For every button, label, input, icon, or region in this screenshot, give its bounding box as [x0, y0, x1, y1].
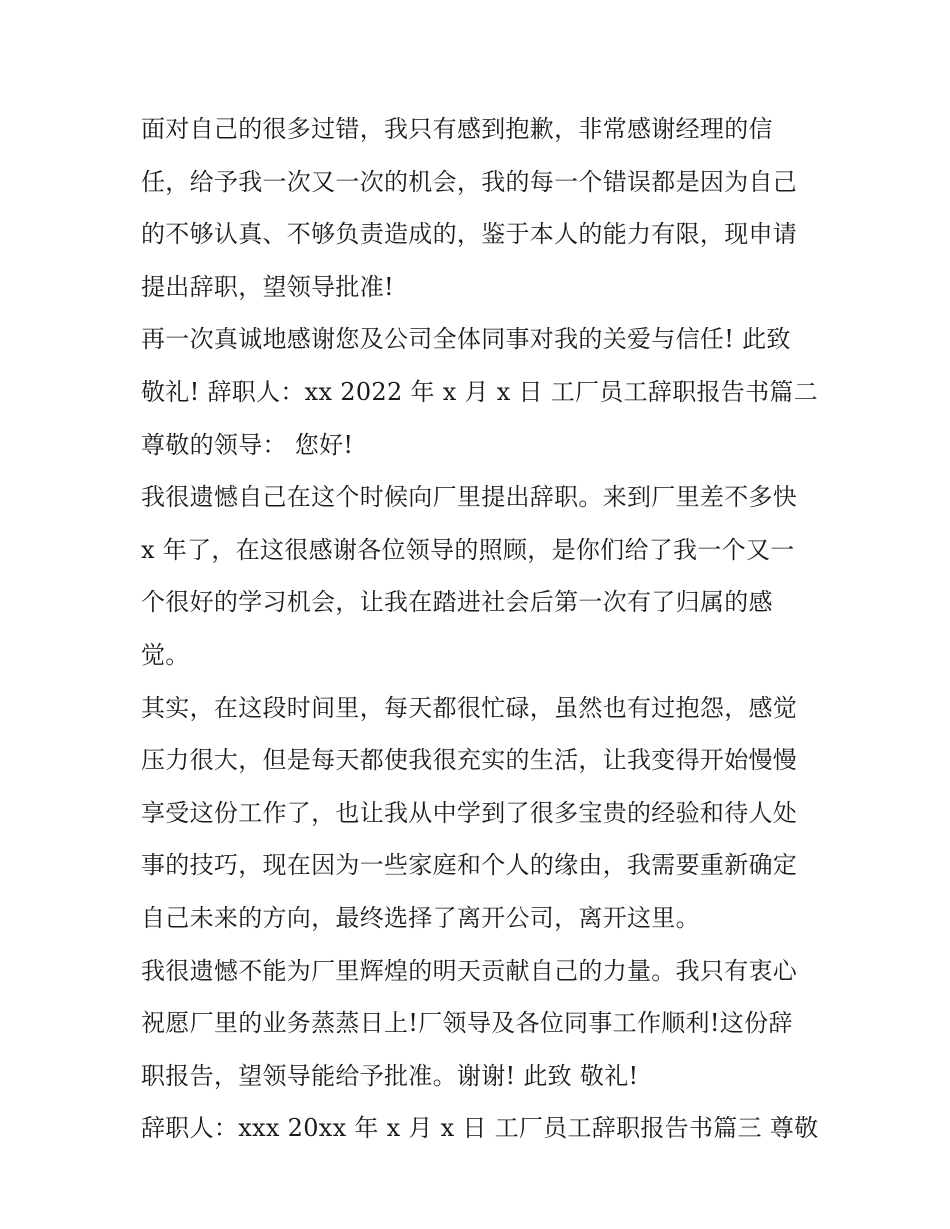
text-line: 我很遗憾不能为厂里辉煌的明天贡献自己的力量。我只有衷心: [141, 956, 798, 985]
document-page: [141, 103, 821, 1155]
text-line: 任，给予我一次又一次的机会，我的每一个错误都是因为自己: [141, 167, 798, 196]
text-line: 觉。: [141, 640, 190, 669]
text-line: 祝愿厂里的业务蒸蒸日上!厂领导及各位同事工作顺利!这份辞: [141, 1009, 793, 1038]
text-line: 享受这份工作了，也让我从中学到了很多宝贵的经验和待人处: [141, 798, 798, 827]
text-line: 其实，在这段时间里，每天都很忙碌，虽然也有过抱怨，感觉: [141, 693, 798, 722]
text-line: 辞职人：xxx 20xx 年 x 月 x 日 工厂员工辞职报告书篇三 尊敬: [141, 1114, 819, 1143]
text-line: 敬礼! 辞职人：xx 2022 年 x 月 x 日 工厂员工辞职报告书篇二: [141, 377, 818, 406]
text-line: 压力很大，但是每天都使我很充实的生活，让我变得开始慢慢: [141, 746, 798, 775]
text-line: 面对自己的很多过错，我只有感到抱歉，非常感谢经理的信: [141, 115, 773, 143]
text-line: 我很遗憾自己在这个时候向厂里提出辞职。来到厂里差不多快: [141, 483, 798, 512]
text-line: 事的技巧，现在因为一些家庭和个人的缘由，我需要重新确定: [141, 851, 798, 880]
text-line: 的不够认真、不够负责造成的，鉴于本人的能力有限，现申请: [141, 220, 798, 249]
text-line: 再一次真诚地感谢您及公司全体同事对我的关爱与信任! 此致: [141, 325, 791, 354]
text-line: 尊敬的领导： 您好!: [141, 430, 354, 459]
text-line: 个很好的学习机会，让我在踏进社会后第一次有了归属的感: [141, 588, 773, 617]
text-line: 自己未来的方向，最终选择了离开公司，离开这里。: [141, 903, 700, 932]
text-line: 提出辞职，望领导批准!: [141, 272, 394, 301]
text-line: 职报告，望领导能给予批准。谢谢! 此致 敬礼!: [141, 1061, 639, 1090]
text-line: x 年了，在这很感谢各位领导的照顾，是你们给了我一个又一: [141, 535, 795, 564]
